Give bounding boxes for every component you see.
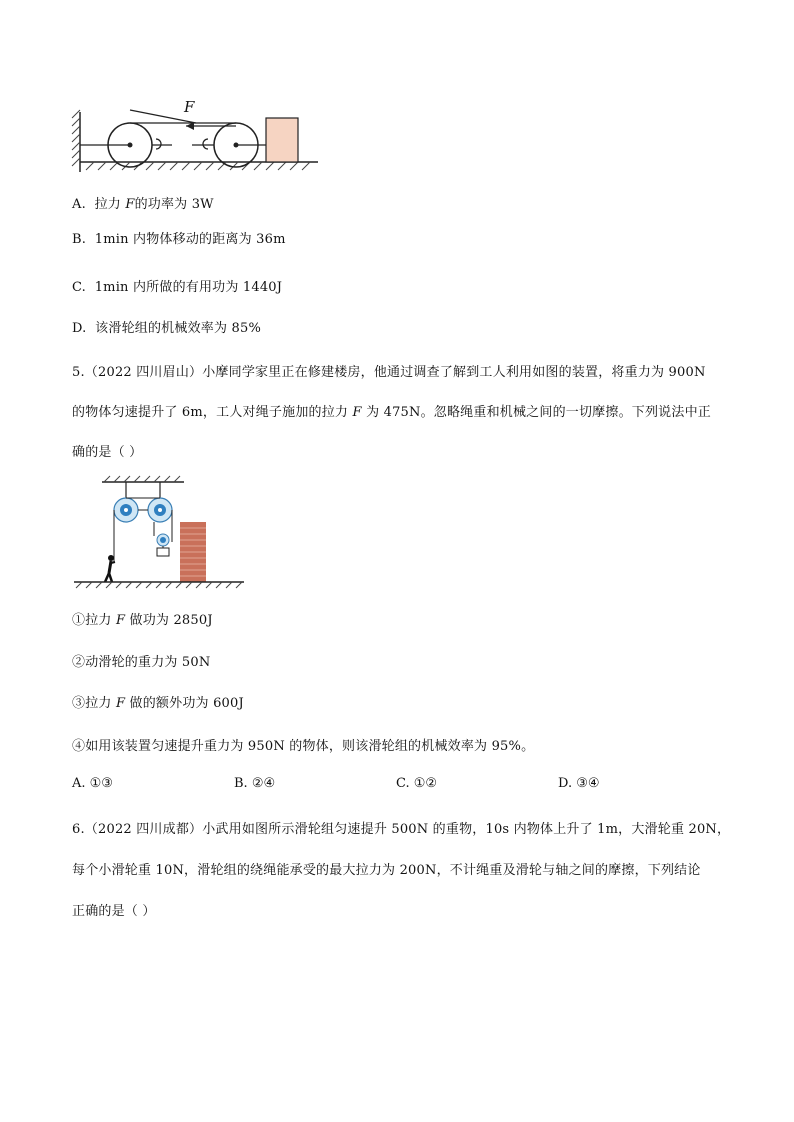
q5-choice-b[interactable]: B. ②④ <box>234 776 276 791</box>
q5-choice-a[interactable]: A. ①③ <box>72 776 113 791</box>
pulley-figure-vertical <box>68 470 250 592</box>
q5-stem-line1: 5.（2022 四川眉山）小摩同学家里正在修建楼房，他通过调查了解到工人利用如图的装置，将重力为 900N <box>72 365 706 380</box>
q5-statement-4: ④如用该装置匀速提升重力为 950N 的物体，则该滑轮组的机械效率为 95%。 <box>72 739 535 754</box>
q6-stem-line2: 每个小滑轮重 10N，滑轮组的绕绳能承受的最大拉力为 200N，不计绳重及滑轮与轴之间的摩擦，下列结论 <box>72 863 701 878</box>
q4-option-b: B. 1min 内物体移动的距离为 36m <box>72 232 286 247</box>
q5-choices <box>72 776 692 794</box>
q4-option-a: A. 拉力 F的功率为 3W <box>72 197 214 212</box>
q6-stem-line3: 正确的是（ ） <box>72 904 156 919</box>
q4-option-c: C. 1min 内所做的有用功为 1440J <box>72 280 283 295</box>
q5-stem-line2: 的物体匀速提升了 6m，工人对绳子施加的拉力 F 为 475N。忽略绳重和机械之间的一切摩擦。下列说法中正 <box>72 405 711 420</box>
q6-stem-line1: 6.（2022 四川成都）小武用如图所示滑轮组匀速提升 500N 的重物，10s 内物体上升了 1m，大滑轮重 20N， <box>72 822 731 837</box>
q5-choice-c[interactable]: C. ①② <box>396 776 438 791</box>
force-label: F <box>184 98 195 116</box>
pulley-figure-horizontal <box>68 96 330 178</box>
q5-statement-2: ②动滑轮的重力为 50N <box>72 655 211 670</box>
q4-option-d: D. 该滑轮组的机械效率为 85% <box>72 321 261 336</box>
q5-statement-3: ③拉力 F 做的额外功为 600J <box>72 696 244 711</box>
q5-statement-1: ①拉力 F 做功为 2850J <box>72 613 213 628</box>
q5-choice-d[interactable]: D. ③④ <box>558 776 600 791</box>
q5-stem-line3: 确的是（ ） <box>72 445 143 460</box>
